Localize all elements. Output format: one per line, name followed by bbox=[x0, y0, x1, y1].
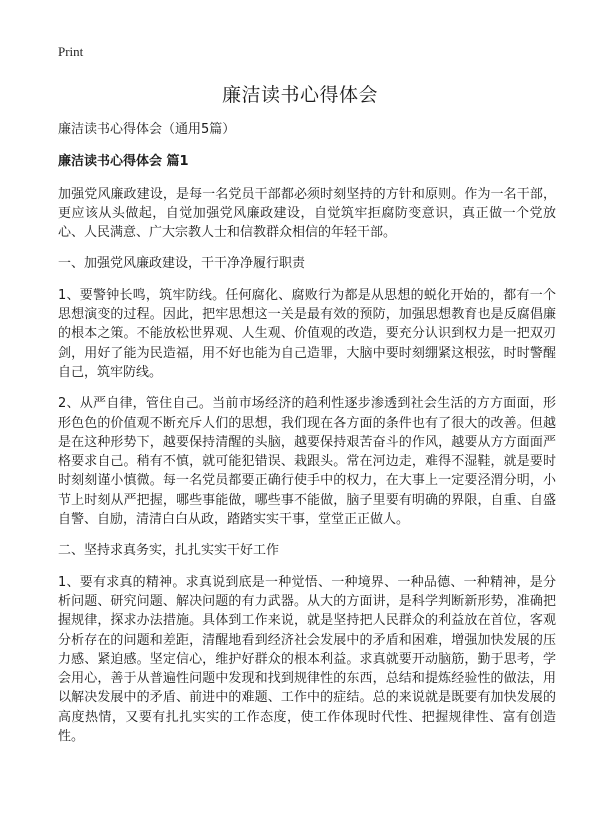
paragraph-heading-2: 二、坚持求真务实，扎扎实实干好工作 bbox=[58, 543, 280, 559]
paragraph-point-2-1: 1、要有求真的精神。求真说到底是一种觉悟、一种境界、一种品德、一种精神，是分析问题、研究问题、解决问题的有力武器。从大的方面讲，是科学判断新形势，准确把握规律，探求办法措施。具体到工作来说，就是坚持把人民群众的利益放在首位，客观分析存在的问题和差距，清醒地看到经济社会发展中的矛盾和困难，增强加快发展的压力感、紧迫感。坚定信心，维护好群众的根本利益。求真就要开动脑筋，勤于思考，学会用心，善于从普遍性问题中发现和找到规律性的东西，总结和提炼经验性的做法，用以解决发展中的矛盾、前进中的难题、工作中的症结。总的来说就是既要有加快发展的高度热情，又要有扎扎实实的工作态度，使工作体现时代性、把握规律性、富有创造性。 bbox=[58, 574, 556, 745]
paragraph-intro: 加强党风廉政建设，是每一名党员干部都必须时刻坚持的方针和原则。作为一名干部，更应该从头做起，自觉加强党风廉政建设，自觉筑牢拒腐防变意识，真正做一个党放心、人民满意、广大宗教人士和信教群众相信的年轻干部。 bbox=[58, 186, 556, 241]
paragraph-heading-1: 一、加强党风廉政建设，干干净净履行职责 bbox=[58, 256, 306, 272]
page-title: 廉洁读书心得体会 bbox=[221, 84, 378, 106]
print-link[interactable]: Print bbox=[58, 44, 84, 59]
document-subtitle: 廉洁读书心得体会（通用5篇） bbox=[58, 122, 236, 137]
paragraph-point-1-2: 2、从严自律，管住自己。当前市场经济的趋利性逐步渗透到社会生活的方方面面，形形色色的价值观不断充斥人们的思想，我们现在各方面的条件也有了很大的改善。但越是在这种形势下，越要保持清醒的头脑，越要保持艰苦奋斗的作风，越要从方方面面严格要求自己。稍有不慎，就可能犯错误、栽跟头。常在河边走，难得不湿鞋，就是要时时刻刻谨小慎微。每一名党员都要正确行使手中的权力，在大事上一定要泾渭分明，小节上时刻从严把握，哪些事能做，哪些事不能做，脑子里要有明确的界限，自重、自盛自警、自励，清清白白从政，踏踏实实干事，堂堂正正做人。 bbox=[58, 396, 556, 528]
paragraph-point-1-1: 1、要警钟长鸣，筑牢防线。任何腐化、腐败行为都是从思想的蜕化开始的，都有一个思想演变的过程。因此，把牢思想这一关是最有效的预防，加强思想教育也是反腐倡廉的根本之策。不能放松世界观、人生观、价值观的改造，要充分认识到权力是一把双刃剑，用好了能为民造福，用不好也能为自己造罪，大脑中要时刻绷紧这根弦，时时警醒自己，筑牢防线。 bbox=[58, 287, 556, 380]
document-body bbox=[58, 120, 556, 758]
section-heading: 廉洁读书心得体会 篇1 bbox=[58, 154, 189, 170]
